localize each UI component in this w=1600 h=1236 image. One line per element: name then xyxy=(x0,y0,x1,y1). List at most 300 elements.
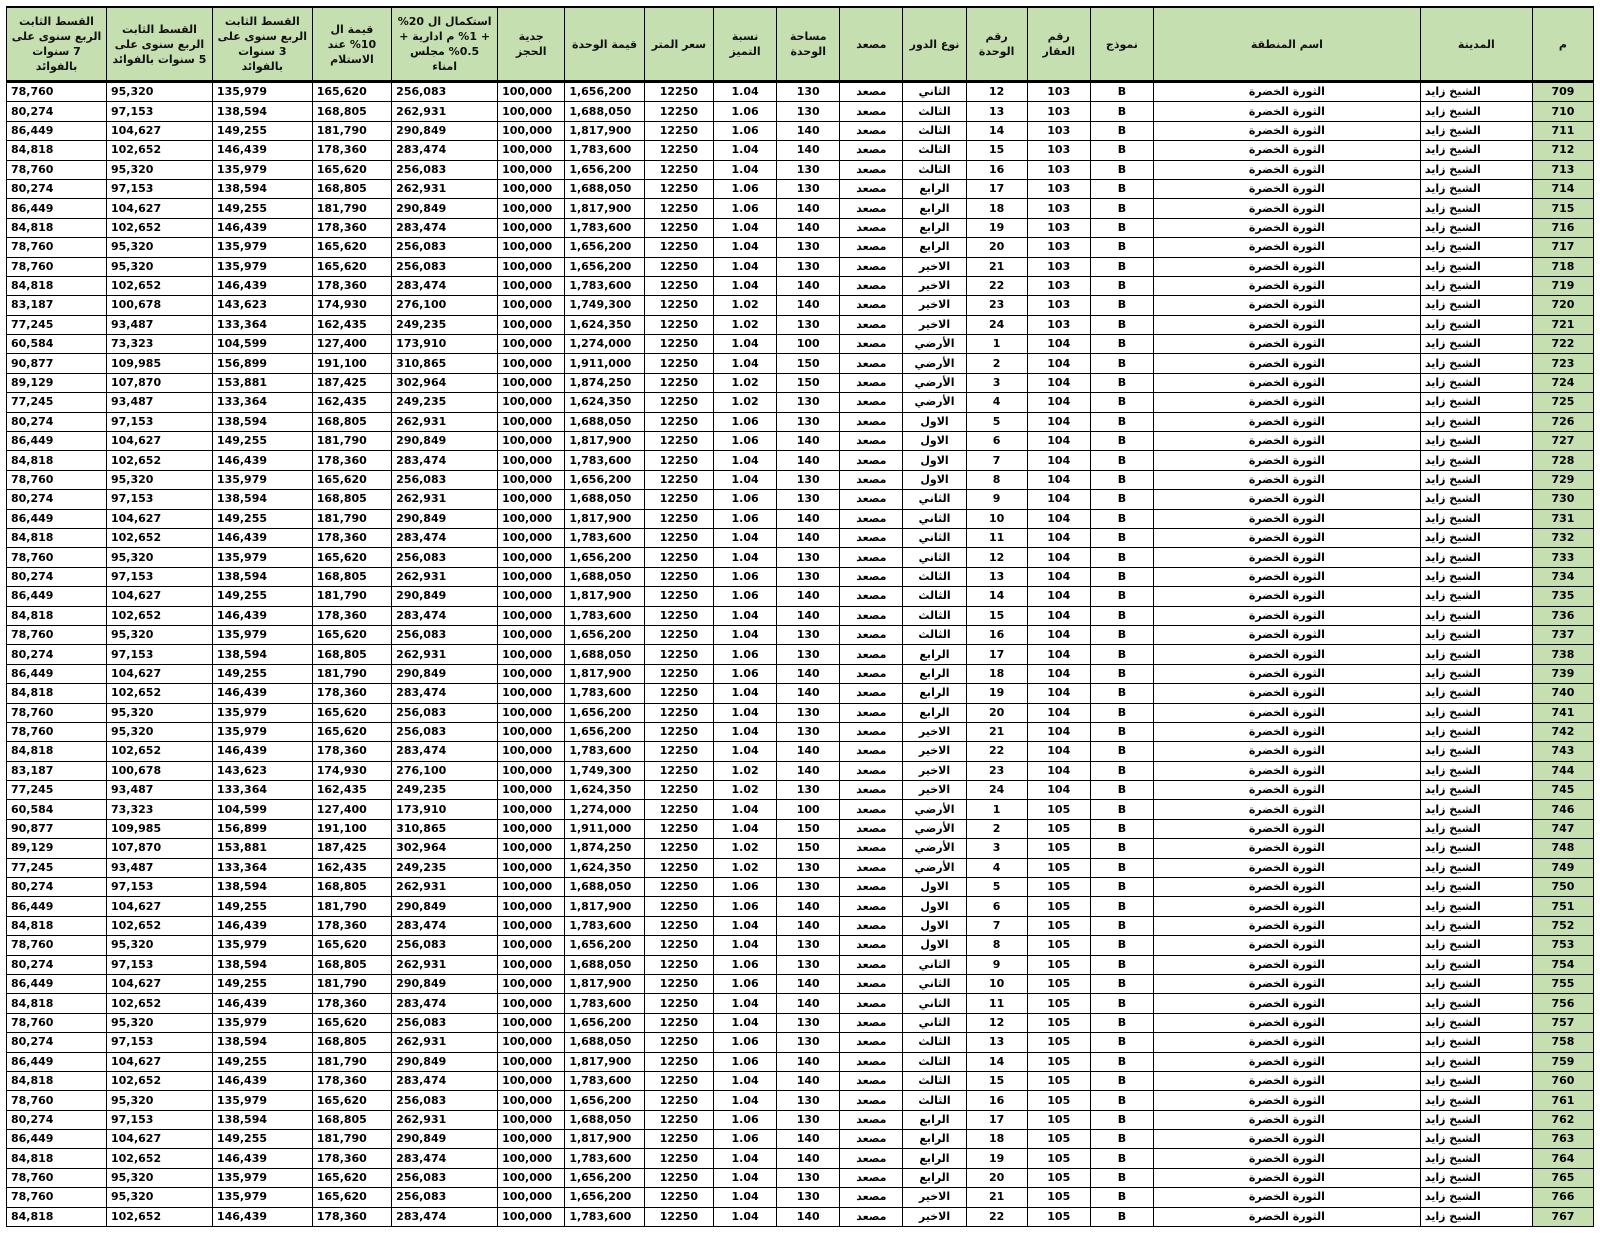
cell-meter-price[interactable]: 12250 xyxy=(644,664,713,683)
cell-handover-payment[interactable]: 178,360 xyxy=(312,684,391,703)
cell-building-number[interactable]: 103 xyxy=(1027,141,1090,160)
cell-unit-number[interactable]: 9 xyxy=(966,955,1027,974)
cell-city[interactable]: الشيخ زايد xyxy=(1420,722,1532,741)
cell-area-name[interactable]: الثورة الخضرة xyxy=(1153,160,1420,179)
cell-floor-type[interactable]: الأرضي xyxy=(903,819,966,838)
cell-unit-number[interactable]: 11 xyxy=(966,994,1027,1013)
cell-down-payment-completion[interactable]: 290,849 xyxy=(392,509,498,528)
cell-premium-ratio[interactable]: 1.04 xyxy=(714,218,777,237)
cell-model[interactable]: B xyxy=(1090,994,1153,1013)
cell-booking-deposit[interactable]: 100,000 xyxy=(498,179,565,198)
cell-installment-3y[interactable]: 153,881 xyxy=(212,373,312,392)
cell-area-name[interactable]: الثورة الخضرة xyxy=(1153,878,1420,897)
cell-unit-value[interactable]: 1,274,000 xyxy=(565,335,644,354)
cell-premium-ratio[interactable]: 1.04 xyxy=(714,470,777,489)
cell-area-name[interactable]: الثورة الخضرة xyxy=(1153,567,1420,586)
cell-booking-deposit[interactable]: 100,000 xyxy=(498,451,565,470)
cell-premium-ratio[interactable]: 1.04 xyxy=(714,1013,777,1032)
cell-installment-7y[interactable]: 84,818 xyxy=(7,606,107,625)
cell-elevator[interactable]: مصعد xyxy=(840,781,903,800)
cell-installment-7y[interactable]: 84,818 xyxy=(7,451,107,470)
cell-model[interactable]: B xyxy=(1090,1168,1153,1187)
cell-city[interactable]: الشيخ زايد xyxy=(1420,781,1532,800)
cell-installment-5y[interactable]: 97,153 xyxy=(107,645,213,664)
cell-area-name[interactable]: الثورة الخضرة xyxy=(1153,335,1420,354)
cell-city[interactable]: الشيخ زايد xyxy=(1420,335,1532,354)
cell-unit-number[interactable]: 15 xyxy=(966,1071,1027,1090)
cell-premium-ratio[interactable]: 1.04 xyxy=(714,994,777,1013)
cell-model[interactable]: B xyxy=(1090,451,1153,470)
cell-installment-7y[interactable]: 80,274 xyxy=(7,878,107,897)
cell-area-name[interactable]: الثورة الخضرة xyxy=(1153,1130,1420,1149)
cell-down-payment-completion[interactable]: 249,235 xyxy=(392,858,498,877)
col-header-unit-value[interactable]: قيمة الوحدة xyxy=(565,7,644,82)
cell-unit-area[interactable]: 130 xyxy=(777,1188,840,1207)
cell-meter-price[interactable]: 12250 xyxy=(644,858,713,877)
cell-floor-type[interactable]: الثالث xyxy=(903,606,966,625)
cell-unit-number[interactable]: 3 xyxy=(966,373,1027,392)
cell-area-name[interactable]: الثورة الخضرة xyxy=(1153,858,1420,877)
cell-booking-deposit[interactable]: 100,000 xyxy=(498,393,565,412)
cell-model[interactable]: B xyxy=(1090,684,1153,703)
cell-installment-5y[interactable]: 104,627 xyxy=(107,587,213,606)
cell-installment-5y[interactable]: 97,153 xyxy=(107,1110,213,1129)
cell-area-name[interactable]: الثورة الخضرة xyxy=(1153,625,1420,644)
cell-unit-value[interactable]: 1,817,900 xyxy=(565,121,644,140)
cell-index[interactable]: 763 xyxy=(1532,1130,1593,1149)
cell-unit-value[interactable]: 1,688,050 xyxy=(565,412,644,431)
cell-down-payment-completion[interactable]: 262,931 xyxy=(392,878,498,897)
cell-unit-area[interactable]: 140 xyxy=(777,141,840,160)
cell-installment-5y[interactable]: 97,153 xyxy=(107,179,213,198)
cell-installment-7y[interactable]: 77,245 xyxy=(7,858,107,877)
cell-installment-3y[interactable]: 146,439 xyxy=(212,528,312,547)
cell-meter-price[interactable]: 12250 xyxy=(644,955,713,974)
cell-unit-value[interactable]: 1,874,250 xyxy=(565,373,644,392)
cell-index[interactable]: 714 xyxy=(1532,179,1593,198)
cell-city[interactable]: الشيخ زايد xyxy=(1420,936,1532,955)
cell-unit-value[interactable]: 1,874,250 xyxy=(565,839,644,858)
cell-unit-area[interactable]: 140 xyxy=(777,276,840,295)
cell-booking-deposit[interactable]: 100,000 xyxy=(498,1052,565,1071)
cell-city[interactable]: الشيخ زايد xyxy=(1420,742,1532,761)
cell-handover-payment[interactable]: 165,620 xyxy=(312,625,391,644)
cell-handover-payment[interactable]: 181,790 xyxy=(312,199,391,218)
cell-booking-deposit[interactable]: 100,000 xyxy=(498,936,565,955)
cell-meter-price[interactable]: 12250 xyxy=(644,1110,713,1129)
cell-building-number[interactable]: 103 xyxy=(1027,102,1090,121)
cell-unit-number[interactable]: 13 xyxy=(966,567,1027,586)
cell-handover-payment[interactable]: 168,805 xyxy=(312,878,391,897)
cell-installment-7y[interactable]: 90,877 xyxy=(7,819,107,838)
cell-meter-price[interactable]: 12250 xyxy=(644,684,713,703)
col-header-city[interactable]: المدينة xyxy=(1420,7,1532,82)
cell-installment-3y[interactable]: 135,979 xyxy=(212,703,312,722)
cell-meter-price[interactable]: 12250 xyxy=(644,276,713,295)
cell-handover-payment[interactable]: 191,100 xyxy=(312,819,391,838)
cell-index[interactable]: 762 xyxy=(1532,1110,1593,1129)
cell-handover-payment[interactable]: 165,620 xyxy=(312,1168,391,1187)
cell-building-number[interactable]: 105 xyxy=(1027,1013,1090,1032)
cell-down-payment-completion[interactable]: 283,474 xyxy=(392,1207,498,1226)
cell-city[interactable]: الشيخ زايد xyxy=(1420,373,1532,392)
cell-elevator[interactable]: مصعد xyxy=(840,393,903,412)
cell-unit-value[interactable]: 1,817,900 xyxy=(565,199,644,218)
cell-installment-3y[interactable]: 135,979 xyxy=(212,1188,312,1207)
cell-building-number[interactable]: 103 xyxy=(1027,179,1090,198)
cell-premium-ratio[interactable]: 1.02 xyxy=(714,781,777,800)
cell-index[interactable]: 758 xyxy=(1532,1033,1593,1052)
cell-elevator[interactable]: مصعد xyxy=(840,160,903,179)
cell-city[interactable]: الشيخ زايد xyxy=(1420,1033,1532,1052)
cell-handover-payment[interactable]: 165,620 xyxy=(312,936,391,955)
cell-installment-3y[interactable]: 133,364 xyxy=(212,315,312,334)
cell-building-number[interactable]: 103 xyxy=(1027,82,1090,102)
cell-premium-ratio[interactable]: 1.02 xyxy=(714,761,777,780)
cell-floor-type[interactable]: الرابع xyxy=(903,664,966,683)
cell-handover-payment[interactable]: 178,360 xyxy=(312,141,391,160)
cell-unit-value[interactable]: 1,688,050 xyxy=(565,179,644,198)
cell-meter-price[interactable]: 12250 xyxy=(644,432,713,451)
cell-down-payment-completion[interactable]: 256,083 xyxy=(392,625,498,644)
cell-handover-payment[interactable]: 187,425 xyxy=(312,839,391,858)
cell-installment-5y[interactable]: 102,652 xyxy=(107,218,213,237)
cell-down-payment-completion[interactable]: 290,849 xyxy=(392,974,498,993)
cell-booking-deposit[interactable]: 100,000 xyxy=(498,897,565,916)
cell-down-payment-completion[interactable]: 256,083 xyxy=(392,160,498,179)
cell-elevator[interactable]: مصعد xyxy=(840,315,903,334)
cell-elevator[interactable]: مصعد xyxy=(840,238,903,257)
cell-model[interactable]: B xyxy=(1090,490,1153,509)
cell-elevator[interactable]: مصعد xyxy=(840,1091,903,1110)
cell-booking-deposit[interactable]: 100,000 xyxy=(498,645,565,664)
cell-installment-7y[interactable]: 86,449 xyxy=(7,974,107,993)
cell-booking-deposit[interactable]: 100,000 xyxy=(498,819,565,838)
cell-area-name[interactable]: الثورة الخضرة xyxy=(1153,509,1420,528)
cell-unit-area[interactable]: 130 xyxy=(777,1013,840,1032)
cell-handover-payment[interactable]: 165,620 xyxy=(312,82,391,102)
cell-elevator[interactable]: مصعد xyxy=(840,955,903,974)
cell-area-name[interactable]: الثورة الخضرة xyxy=(1153,916,1420,935)
cell-premium-ratio[interactable]: 1.04 xyxy=(714,257,777,276)
cell-unit-area[interactable]: 130 xyxy=(777,645,840,664)
cell-down-payment-completion[interactable]: 283,474 xyxy=(392,528,498,547)
cell-down-payment-completion[interactable]: 290,849 xyxy=(392,1130,498,1149)
cell-model[interactable]: B xyxy=(1090,218,1153,237)
cell-down-payment-completion[interactable]: 283,474 xyxy=(392,1149,498,1168)
cell-installment-5y[interactable]: 102,652 xyxy=(107,1149,213,1168)
cell-installment-7y[interactable]: 77,245 xyxy=(7,781,107,800)
cell-installment-3y[interactable]: 149,255 xyxy=(212,664,312,683)
cell-installment-7y[interactable]: 84,818 xyxy=(7,1149,107,1168)
cell-installment-5y[interactable]: 102,652 xyxy=(107,742,213,761)
cell-city[interactable]: الشيخ زايد xyxy=(1420,664,1532,683)
cell-unit-value[interactable]: 1,688,050 xyxy=(565,1033,644,1052)
cell-unit-number[interactable]: 15 xyxy=(966,606,1027,625)
cell-down-payment-completion[interactable]: 262,931 xyxy=(392,567,498,586)
cell-floor-type[interactable]: الأرضي xyxy=(903,373,966,392)
cell-handover-payment[interactable]: 168,805 xyxy=(312,567,391,586)
cell-booking-deposit[interactable]: 100,000 xyxy=(498,1188,565,1207)
cell-model[interactable]: B xyxy=(1090,354,1153,373)
cell-booking-deposit[interactable]: 100,000 xyxy=(498,141,565,160)
cell-meter-price[interactable]: 12250 xyxy=(644,1149,713,1168)
cell-installment-5y[interactable]: 95,320 xyxy=(107,1091,213,1110)
cell-unit-number[interactable]: 5 xyxy=(966,412,1027,431)
cell-area-name[interactable]: الثورة الخضرة xyxy=(1153,1188,1420,1207)
cell-floor-type[interactable]: الاول xyxy=(903,878,966,897)
cell-down-payment-completion[interactable]: 283,474 xyxy=(392,916,498,935)
cell-handover-payment[interactable]: 187,425 xyxy=(312,373,391,392)
cell-unit-number[interactable]: 21 xyxy=(966,1188,1027,1207)
cell-unit-number[interactable]: 19 xyxy=(966,218,1027,237)
cell-elevator[interactable]: مصعد xyxy=(840,1013,903,1032)
cell-building-number[interactable]: 104 xyxy=(1027,664,1090,683)
cell-model[interactable]: B xyxy=(1090,761,1153,780)
cell-installment-5y[interactable]: 102,652 xyxy=(107,1207,213,1226)
cell-unit-area[interactable]: 140 xyxy=(777,587,840,606)
cell-unit-area[interactable]: 130 xyxy=(777,412,840,431)
cell-elevator[interactable]: مصعد xyxy=(840,276,903,295)
cell-booking-deposit[interactable]: 100,000 xyxy=(498,490,565,509)
cell-unit-number[interactable]: 22 xyxy=(966,1207,1027,1226)
cell-installment-3y[interactable]: 138,594 xyxy=(212,567,312,586)
cell-installment-7y[interactable]: 84,818 xyxy=(7,684,107,703)
cell-city[interactable]: الشيخ زايد xyxy=(1420,82,1532,102)
cell-meter-price[interactable]: 12250 xyxy=(644,257,713,276)
cell-building-number[interactable]: 104 xyxy=(1027,354,1090,373)
cell-city[interactable]: الشيخ زايد xyxy=(1420,800,1532,819)
cell-unit-number[interactable]: 14 xyxy=(966,1052,1027,1071)
cell-installment-3y[interactable]: 156,899 xyxy=(212,819,312,838)
cell-model[interactable]: B xyxy=(1090,936,1153,955)
cell-city[interactable]: الشيخ زايد xyxy=(1420,1207,1532,1226)
cell-unit-value[interactable]: 1,656,200 xyxy=(565,1091,644,1110)
cell-booking-deposit[interactable]: 100,000 xyxy=(498,994,565,1013)
cell-premium-ratio[interactable]: 1.04 xyxy=(714,722,777,741)
cell-city[interactable]: الشيخ زايد xyxy=(1420,354,1532,373)
cell-meter-price[interactable]: 12250 xyxy=(644,82,713,102)
cell-down-payment-completion[interactable]: 262,931 xyxy=(392,102,498,121)
cell-building-number[interactable]: 105 xyxy=(1027,916,1090,935)
cell-installment-7y[interactable]: 84,818 xyxy=(7,141,107,160)
cell-area-name[interactable]: الثورة الخضرة xyxy=(1153,102,1420,121)
cell-unit-value[interactable]: 1,817,900 xyxy=(565,587,644,606)
cell-down-payment-completion[interactable]: 256,083 xyxy=(392,703,498,722)
cell-handover-payment[interactable]: 178,360 xyxy=(312,528,391,547)
cell-unit-value[interactable]: 1,688,050 xyxy=(565,102,644,121)
cell-installment-7y[interactable]: 78,760 xyxy=(7,936,107,955)
cell-booking-deposit[interactable]: 100,000 xyxy=(498,606,565,625)
cell-floor-type[interactable]: الثالث xyxy=(903,1091,966,1110)
cell-model[interactable]: B xyxy=(1090,742,1153,761)
cell-model[interactable]: B xyxy=(1090,1013,1153,1032)
cell-handover-payment[interactable]: 181,790 xyxy=(312,121,391,140)
cell-down-payment-completion[interactable]: 256,083 xyxy=(392,936,498,955)
cell-premium-ratio[interactable]: 1.04 xyxy=(714,238,777,257)
cell-building-number[interactable]: 105 xyxy=(1027,1149,1090,1168)
cell-installment-5y[interactable]: 104,627 xyxy=(107,432,213,451)
cell-unit-value[interactable]: 1,656,200 xyxy=(565,1168,644,1187)
cell-city[interactable]: الشيخ زايد xyxy=(1420,703,1532,722)
cell-premium-ratio[interactable]: 1.04 xyxy=(714,276,777,295)
cell-premium-ratio[interactable]: 1.04 xyxy=(714,625,777,644)
cell-premium-ratio[interactable]: 1.06 xyxy=(714,121,777,140)
cell-unit-area[interactable]: 130 xyxy=(777,548,840,567)
cell-handover-payment[interactable]: 165,620 xyxy=(312,722,391,741)
cell-meter-price[interactable]: 12250 xyxy=(644,1033,713,1052)
cell-premium-ratio[interactable]: 1.04 xyxy=(714,1071,777,1090)
cell-unit-area[interactable]: 130 xyxy=(777,82,840,102)
cell-handover-payment[interactable]: 168,805 xyxy=(312,102,391,121)
cell-index[interactable]: 759 xyxy=(1532,1052,1593,1071)
cell-booking-deposit[interactable]: 100,000 xyxy=(498,470,565,489)
cell-booking-deposit[interactable]: 100,000 xyxy=(498,432,565,451)
cell-unit-value[interactable]: 1,656,200 xyxy=(565,936,644,955)
cell-booking-deposit[interactable]: 100,000 xyxy=(498,664,565,683)
cell-meter-price[interactable]: 12250 xyxy=(644,625,713,644)
cell-meter-price[interactable]: 12250 xyxy=(644,839,713,858)
cell-installment-7y[interactable]: 80,274 xyxy=(7,567,107,586)
cell-meter-price[interactable]: 12250 xyxy=(644,490,713,509)
cell-unit-area[interactable]: 140 xyxy=(777,528,840,547)
cell-index[interactable]: 737 xyxy=(1532,625,1593,644)
cell-handover-payment[interactable]: 168,805 xyxy=(312,490,391,509)
cell-model[interactable]: B xyxy=(1090,238,1153,257)
cell-meter-price[interactable]: 12250 xyxy=(644,199,713,218)
cell-booking-deposit[interactable]: 100,000 xyxy=(498,257,565,276)
cell-floor-type[interactable]: الثاني xyxy=(903,994,966,1013)
cell-premium-ratio[interactable]: 1.06 xyxy=(714,509,777,528)
cell-booking-deposit[interactable]: 100,000 xyxy=(498,82,565,102)
cell-unit-value[interactable]: 1,688,050 xyxy=(565,955,644,974)
cell-elevator[interactable]: مصعد xyxy=(840,1168,903,1187)
cell-model[interactable]: B xyxy=(1090,1110,1153,1129)
cell-area-name[interactable]: الثورة الخضرة xyxy=(1153,490,1420,509)
cell-unit-area[interactable]: 140 xyxy=(777,199,840,218)
cell-floor-type[interactable]: الاخير xyxy=(903,1188,966,1207)
cell-model[interactable]: B xyxy=(1090,703,1153,722)
cell-premium-ratio[interactable]: 1.04 xyxy=(714,528,777,547)
cell-installment-3y[interactable]: 146,439 xyxy=(212,994,312,1013)
cell-meter-price[interactable]: 12250 xyxy=(644,878,713,897)
cell-premium-ratio[interactable]: 1.04 xyxy=(714,354,777,373)
cell-area-name[interactable]: الثورة الخضرة xyxy=(1153,1207,1420,1226)
cell-unit-value[interactable]: 1,817,900 xyxy=(565,974,644,993)
cell-unit-area[interactable]: 130 xyxy=(777,102,840,121)
cell-city[interactable]: الشيخ زايد xyxy=(1420,179,1532,198)
cell-down-payment-completion[interactable]: 256,083 xyxy=(392,470,498,489)
cell-installment-7y[interactable]: 78,760 xyxy=(7,1091,107,1110)
cell-booking-deposit[interactable]: 100,000 xyxy=(498,878,565,897)
cell-handover-payment[interactable]: 178,360 xyxy=(312,994,391,1013)
cell-handover-payment[interactable]: 178,360 xyxy=(312,276,391,295)
cell-meter-price[interactable]: 12250 xyxy=(644,393,713,412)
cell-area-name[interactable]: الثورة الخضرة xyxy=(1153,974,1420,993)
cell-index[interactable]: 715 xyxy=(1532,199,1593,218)
cell-floor-type[interactable]: الاول xyxy=(903,916,966,935)
cell-unit-area[interactable]: 100 xyxy=(777,335,840,354)
cell-model[interactable]: B xyxy=(1090,645,1153,664)
cell-building-number[interactable]: 103 xyxy=(1027,121,1090,140)
cell-building-number[interactable]: 105 xyxy=(1027,1188,1090,1207)
cell-elevator[interactable]: مصعد xyxy=(840,528,903,547)
cell-installment-5y[interactable]: 104,627 xyxy=(107,121,213,140)
cell-unit-number[interactable]: 2 xyxy=(966,819,1027,838)
cell-index[interactable]: 712 xyxy=(1532,141,1593,160)
cell-unit-area[interactable]: 130 xyxy=(777,470,840,489)
cell-meter-price[interactable]: 12250 xyxy=(644,296,713,315)
cell-area-name[interactable]: الثورة الخضرة xyxy=(1153,1091,1420,1110)
cell-floor-type[interactable]: الأرضي xyxy=(903,839,966,858)
cell-unit-value[interactable]: 1,656,200 xyxy=(565,82,644,102)
cell-down-payment-completion[interactable]: 262,931 xyxy=(392,490,498,509)
cell-installment-3y[interactable]: 143,623 xyxy=(212,761,312,780)
cell-unit-area[interactable]: 130 xyxy=(777,1033,840,1052)
cell-floor-type[interactable]: الاول xyxy=(903,412,966,431)
cell-city[interactable]: الشيخ زايد xyxy=(1420,199,1532,218)
cell-model[interactable]: B xyxy=(1090,373,1153,392)
cell-unit-number[interactable]: 16 xyxy=(966,625,1027,644)
cell-premium-ratio[interactable]: 1.04 xyxy=(714,684,777,703)
cell-area-name[interactable]: الثورة الخضرة xyxy=(1153,1013,1420,1032)
cell-booking-deposit[interactable]: 100,000 xyxy=(498,160,565,179)
cell-area-name[interactable]: الثورة الخضرة xyxy=(1153,412,1420,431)
cell-index[interactable]: 739 xyxy=(1532,664,1593,683)
cell-handover-payment[interactable]: 181,790 xyxy=(312,509,391,528)
cell-handover-payment[interactable]: 165,620 xyxy=(312,1013,391,1032)
cell-installment-3y[interactable]: 135,979 xyxy=(212,548,312,567)
col-header-unit-number[interactable]: رقم الوحدة xyxy=(966,7,1027,82)
cell-unit-number[interactable]: 7 xyxy=(966,916,1027,935)
cell-installment-3y[interactable]: 146,439 xyxy=(212,451,312,470)
cell-floor-type[interactable]: الرابع xyxy=(903,1110,966,1129)
cell-index[interactable]: 740 xyxy=(1532,684,1593,703)
cell-premium-ratio[interactable]: 1.06 xyxy=(714,432,777,451)
cell-unit-value[interactable]: 1,783,600 xyxy=(565,218,644,237)
cell-meter-price[interactable]: 12250 xyxy=(644,800,713,819)
cell-index[interactable]: 767 xyxy=(1532,1207,1593,1226)
cell-meter-price[interactable]: 12250 xyxy=(644,1052,713,1071)
cell-area-name[interactable]: الثورة الخضرة xyxy=(1153,955,1420,974)
cell-area-name[interactable]: الثورة الخضرة xyxy=(1153,664,1420,683)
cell-unit-number[interactable]: 1 xyxy=(966,800,1027,819)
cell-down-payment-completion[interactable]: 290,849 xyxy=(392,121,498,140)
cell-floor-type[interactable]: الثالث xyxy=(903,160,966,179)
cell-down-payment-completion[interactable]: 256,083 xyxy=(392,722,498,741)
cell-meter-price[interactable]: 12250 xyxy=(644,974,713,993)
cell-building-number[interactable]: 105 xyxy=(1027,1207,1090,1226)
cell-installment-7y[interactable]: 86,449 xyxy=(7,121,107,140)
cell-index[interactable]: 754 xyxy=(1532,955,1593,974)
cell-city[interactable]: الشيخ زايد xyxy=(1420,587,1532,606)
cell-building-number[interactable]: 105 xyxy=(1027,1130,1090,1149)
cell-installment-7y[interactable]: 80,274 xyxy=(7,1033,107,1052)
cell-meter-price[interactable]: 12250 xyxy=(644,994,713,1013)
cell-installment-5y[interactable]: 95,320 xyxy=(107,625,213,644)
cell-installment-7y[interactable]: 78,760 xyxy=(7,470,107,489)
cell-building-number[interactable]: 103 xyxy=(1027,238,1090,257)
cell-unit-area[interactable]: 140 xyxy=(777,664,840,683)
cell-index[interactable]: 728 xyxy=(1532,451,1593,470)
cell-installment-5y[interactable]: 104,627 xyxy=(107,974,213,993)
cell-index[interactable]: 730 xyxy=(1532,490,1593,509)
cell-floor-type[interactable]: الأرضي xyxy=(903,354,966,373)
cell-installment-7y[interactable]: 80,274 xyxy=(7,179,107,198)
cell-down-payment-completion[interactable]: 310,865 xyxy=(392,819,498,838)
cell-meter-price[interactable]: 12250 xyxy=(644,1168,713,1187)
cell-floor-type[interactable]: الاول xyxy=(903,936,966,955)
